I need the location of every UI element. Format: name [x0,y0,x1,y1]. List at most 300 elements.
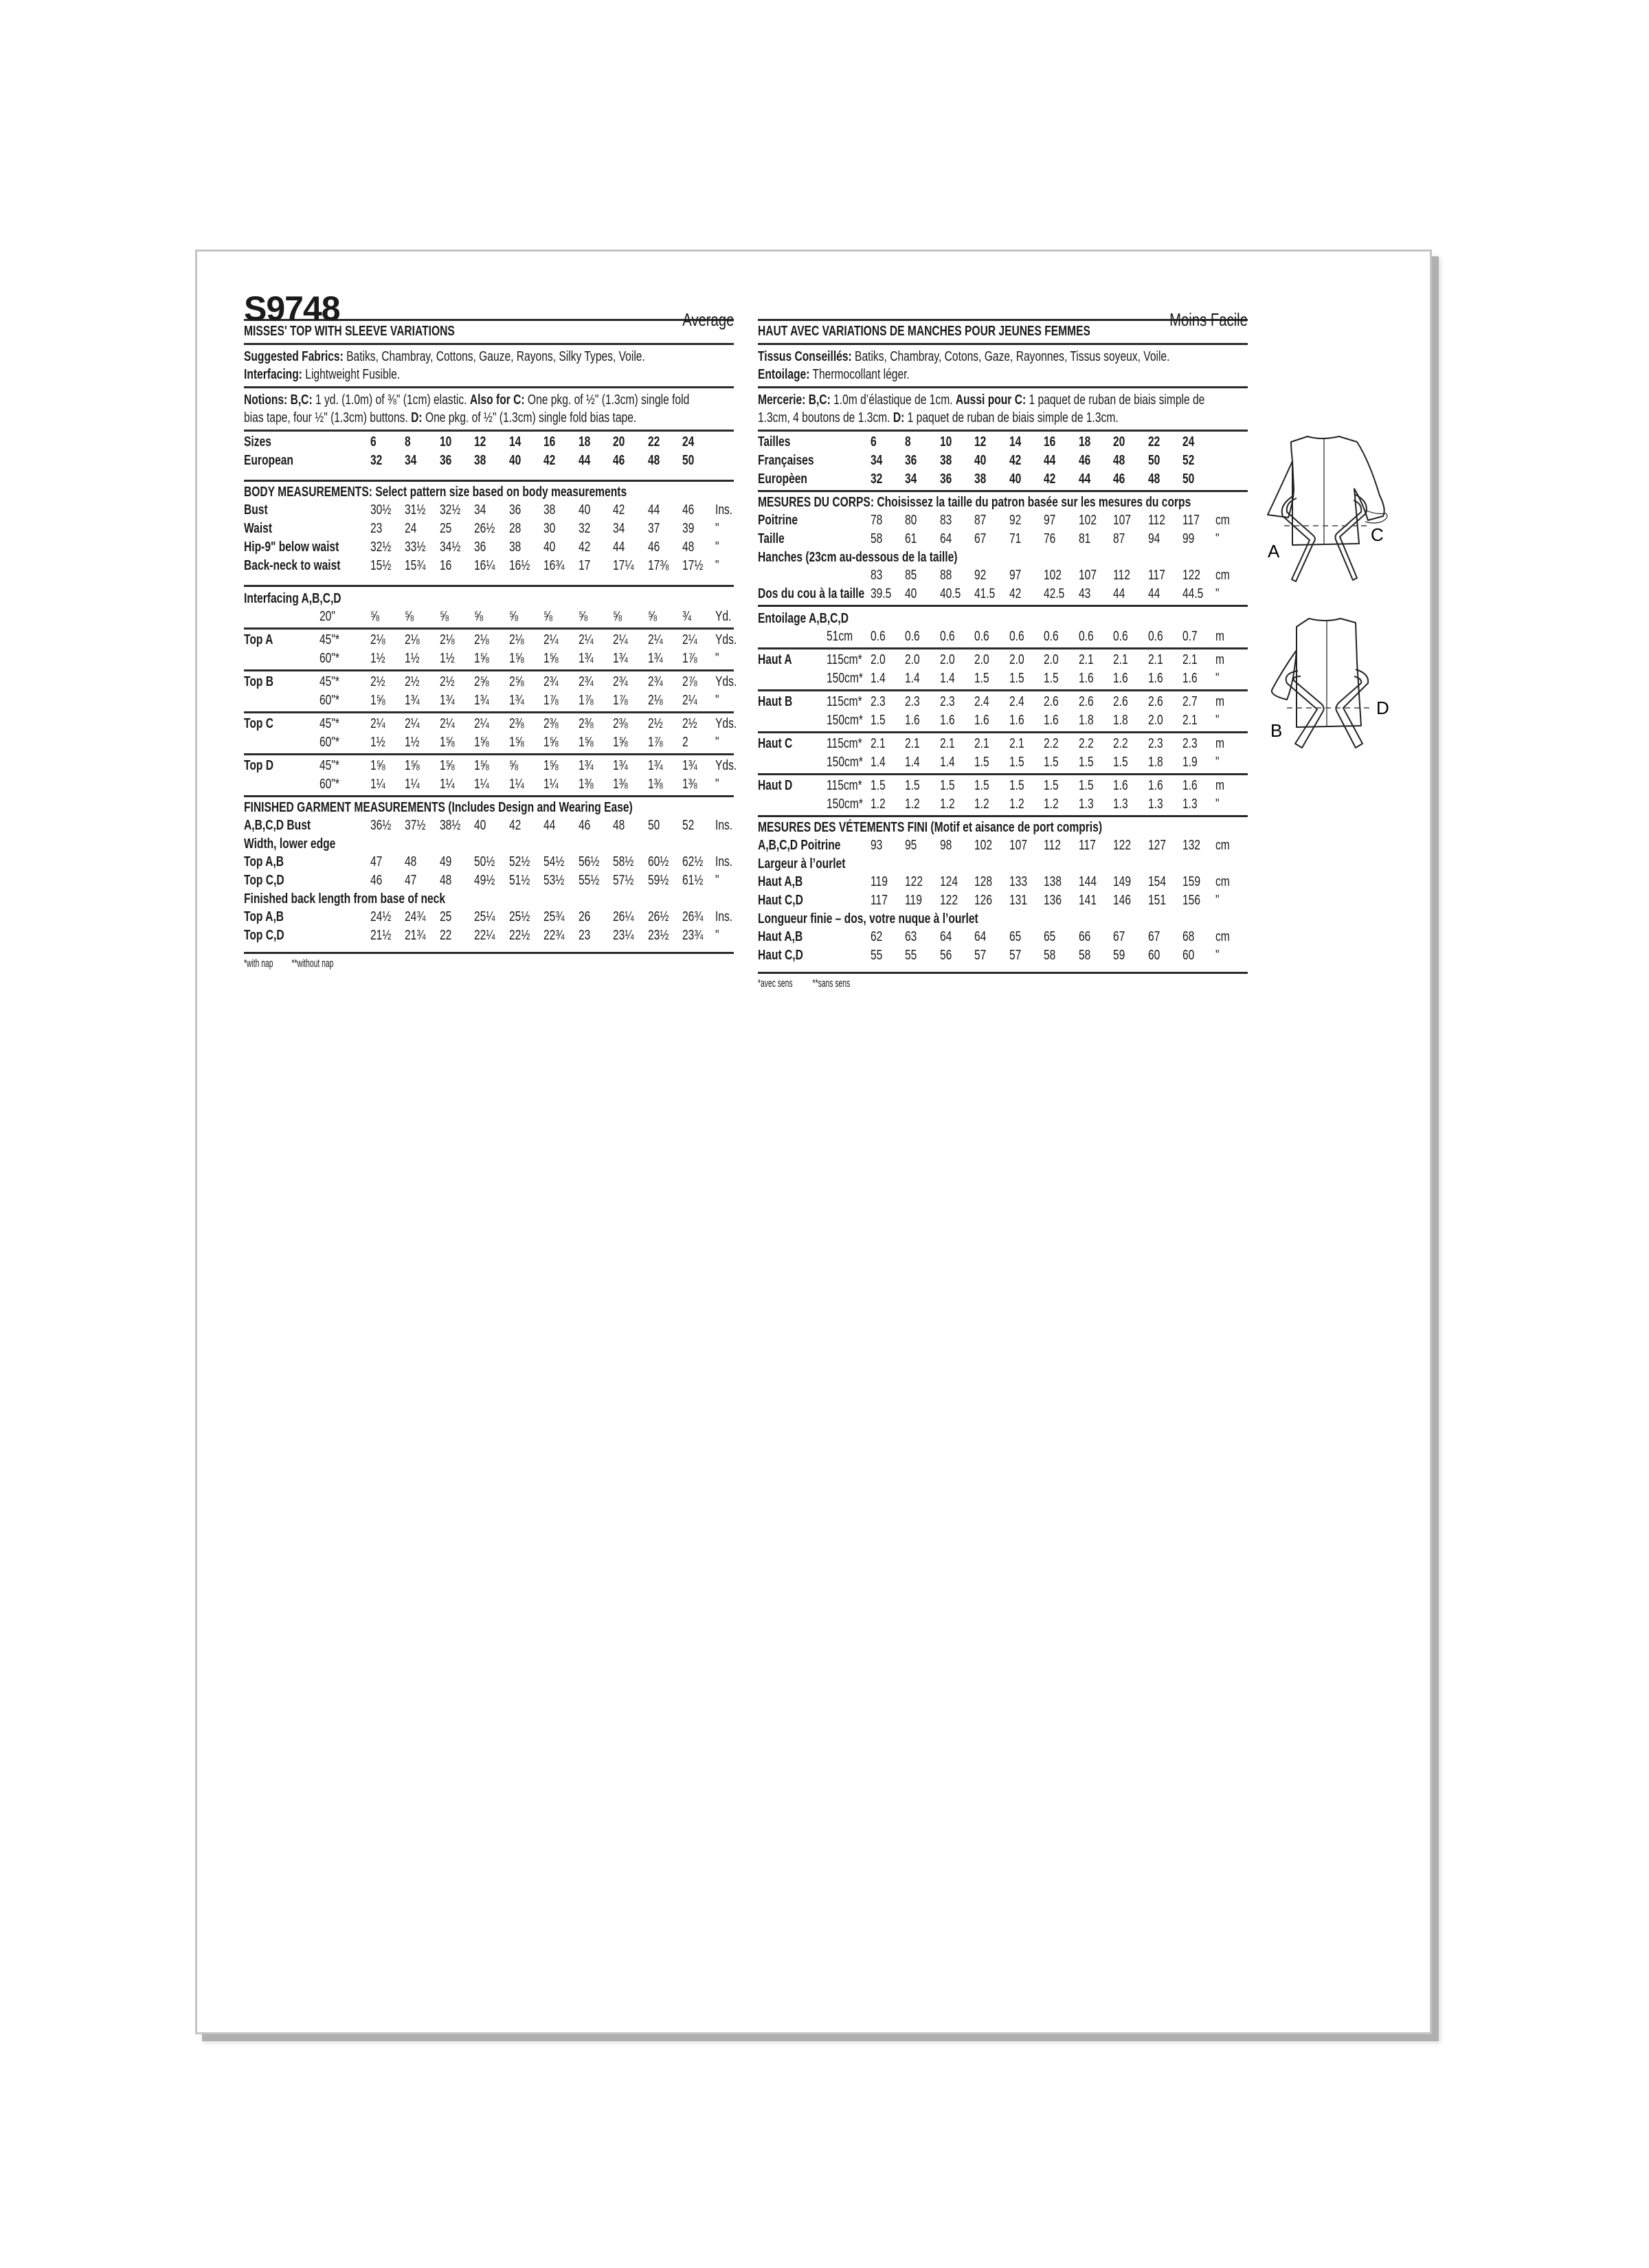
cell-value: 25 [440,909,452,924]
cell-value: 0.6 [1079,629,1094,644]
cell-value: 42 [579,540,591,555]
cell-value: 60½ [648,854,669,869]
cell-value: 2⅛ [648,693,663,708]
cell-value: 156 [1182,893,1201,908]
cell-value: 1¾ [509,693,524,708]
cell-value: 1.5 [1079,778,1094,793]
cell-value: 1.6 [1113,671,1128,686]
fabric-width: 20" [319,609,335,624]
body-measurement-row [244,538,734,557]
cell-value: 6 [871,434,877,449]
cell-value: 1⅝ [405,758,420,773]
cell-value: 62½ [682,854,704,869]
difficulty-level: Average [682,309,734,330]
notions-text-fr: 1 paquet de ruban de biais simple de 1.3cm. [907,410,1119,425]
fabric-width: 45"* [319,716,339,731]
fabrics-text-fr: Batiks, Chambray, Cotons, Gaze, Rayonnes, Tissus soyeux, Voile. [855,349,1170,364]
cell-value: 40 [543,540,556,555]
cell-value: 1⅝ [579,735,594,750]
body-measurement-row [758,511,1248,530]
cell-value: 16¼ [474,558,495,573]
cell-value: 30½ [370,502,392,518]
cell-value: 1.5 [1044,778,1059,793]
cell-value: 1.5 [871,778,886,793]
row-label: Top C [244,716,274,731]
row-label: Top A [244,632,273,647]
notions-text-fr: 1 paquet de ruban de biais simple de [1029,392,1205,408]
body-measurement-row [758,530,1248,548]
hips-row [758,566,1248,585]
cell-value: 1¾ [682,758,697,773]
cell-value: 48 [648,453,660,468]
cell-value: 34 [474,502,486,518]
cell-value: 2.0 [1009,652,1024,667]
cell-value: 44 [1113,586,1125,601]
cell-value: 40 [509,453,521,468]
interfacing-heading-fr: Entoilage A,B,C,D [758,611,849,626]
cell-value: 48 [440,873,452,888]
cell-value: 107 [1009,838,1028,853]
unit-label: " [715,540,719,555]
row-label: Poitrine [758,513,798,528]
cell-value: 67 [974,531,987,546]
cell-value: 154 [1148,874,1167,889]
yardage-row [244,649,734,668]
fabric-width: 51cm [827,629,853,644]
cell-value: 38½ [440,818,461,833]
cell-value: 2½ [440,674,455,689]
finished-bust-row [758,836,1248,855]
interfacing-table [244,608,734,626]
cell-value: 102 [1044,568,1062,583]
cell-value: 42 [1009,586,1022,601]
cell-value: ⅝ [474,609,484,624]
body-measurement-row [244,520,734,538]
cell-value: 1.2 [940,797,955,812]
cell-value: 8 [405,434,411,449]
cell-value: 16 [543,434,556,449]
cell-value: 1½ [405,651,420,666]
notions-d-label-fr: D: [893,410,905,425]
cell-value: 41.5 [974,586,996,601]
header-fr [758,252,1248,330]
fabric-width: 60"* [319,693,339,708]
fabric-width: 45"* [319,758,339,773]
cell-value: 22 [1148,434,1160,449]
cell-value: 2¼ [682,693,697,708]
cell-value: 39 [682,521,695,536]
finished-heading: FINISHED GARMENT MEASUREMENTS [244,800,445,815]
cell-value: 1⅝ [613,735,628,750]
unit-label: " [1215,531,1220,546]
pattern-number: S9748 [244,289,340,328]
interfacing-text: Lightweight Fusible. [305,367,401,382]
unit-label: Ins. [715,909,733,924]
cell-value: 34 [405,453,417,468]
cell-value: 34 [905,471,917,487]
cell-value: 1.4 [940,755,955,770]
body-measurements-subheading: Select pattern size based on body measurements [375,485,627,500]
cell-value: 12 [974,434,987,449]
cell-value: 46 [613,453,625,468]
cell-value: 1.5 [974,755,989,770]
row-label: Tailles [758,434,791,449]
unit-label: Yds. [715,632,737,647]
notions-label-fr: Mercerie: B,C: [758,392,831,408]
cell-value: 42 [509,818,521,833]
cell-value: 36 [905,453,917,468]
illustration-views-a-c [1266,420,1431,599]
cell-value: 1.5 [1044,671,1059,686]
cell-value: 22¼ [474,928,495,943]
cell-value: 1.6 [1148,671,1163,686]
cell-value: 1.8 [1079,713,1094,728]
cell-value: 56 [940,948,952,963]
cell-value: 1⅝ [474,651,489,666]
unit-label: Ins. [715,502,733,518]
cell-value: 1⅜ [579,777,594,792]
unit-label: " [1215,797,1220,812]
cell-value: 76 [1044,531,1056,546]
cell-value: 2½ [405,674,420,689]
cell-value: 146 [1113,893,1132,908]
section-subheading: Largeur à l’ourlet [758,856,846,871]
interfacing-label: Interfacing: [244,367,302,382]
cell-value: 47 [405,873,417,888]
cell-value: 2.1 [1009,736,1024,751]
fabric-width: 60"* [319,777,339,792]
unit-label: Yds. [715,758,737,773]
cell-value: 14 [509,434,521,449]
cell-value: 128 [974,874,993,889]
cell-value: 1¾ [579,651,594,666]
cell-value: 0.7 [1182,629,1198,644]
cell-value: 2.3 [905,694,920,709]
unit-label: Ins. [715,854,733,869]
length-row [244,926,734,945]
cell-value: 2.1 [1182,652,1198,667]
yardage-table [244,627,737,797]
cell-value: 144 [1079,874,1097,889]
cell-value: 17½ [682,558,704,573]
pattern-envelope-back [195,249,1432,2034]
cell-value: 1⅞ [543,693,559,708]
unit-label: " [715,558,719,573]
view-label-b: B [1270,720,1283,741]
cell-value: 71 [1009,531,1022,546]
cell-value: 1¾ [579,758,594,773]
cell-value: 1.6 [940,713,955,728]
cell-value: 40 [974,453,987,468]
cell-value: 1⅝ [370,758,385,773]
cell-value: 48 [1113,453,1125,468]
cell-value: 36 [440,453,452,468]
cell-value: 1.5 [1044,755,1059,770]
cell-value: 2.0 [1044,652,1059,667]
fabrics-label-fr: Tissus Conseillés: [758,349,852,364]
cell-value: 32½ [440,502,461,518]
unit-label: m [1215,736,1225,751]
fabric-width: 115cm* [827,778,862,793]
cell-value: 58½ [613,854,634,869]
interfacing-heading: Interfacing A,B,C,D [244,591,341,606]
cell-value: 92 [1009,513,1022,528]
cell-value: 66 [1079,929,1091,944]
cell-value: 1.5 [1009,778,1024,793]
cell-value: 46 [682,502,695,518]
cell-value: 112 [1148,513,1165,528]
cell-value: 117 [1148,568,1165,583]
unit-label: m [1215,694,1225,709]
cell-value: 1.8 [1148,755,1163,770]
back-length-row [758,585,1248,603]
cell-value: 2.6 [1044,694,1059,709]
cell-value: 2.1 [1148,652,1163,667]
cell-value: 63 [905,929,917,944]
cell-value: 18 [1079,434,1091,449]
cell-value: 40.5 [940,586,961,601]
cell-value: 80 [905,513,917,528]
notions-text-fr: 1.0m d’élastique de 1cm. [833,392,953,408]
cell-value: ⅝ [648,609,658,624]
cell-value: 97 [1044,513,1056,528]
cell-value: 1⅝ [440,735,455,750]
cell-value: 1¾ [440,693,455,708]
cell-value: 0.6 [871,629,886,644]
cell-value: 34½ [440,540,461,555]
yardage-row [244,733,734,752]
cell-value: 32 [871,471,883,487]
body-measurements-heading-fr: MESURES DU CORPS: [758,495,875,510]
cell-value: 1.6 [1148,778,1163,793]
cell-value: 17⅜ [648,558,669,573]
cell-value: 2½ [682,716,697,731]
cell-value: 2.0 [905,652,920,667]
cell-value: 48 [613,818,625,833]
cell-value: 42.5 [1044,586,1065,601]
cell-value: 149 [1113,874,1132,889]
body-measurement-row [244,501,734,520]
unit-label: " [1215,893,1220,908]
unit-label: " [715,693,719,708]
row-label: Top C,D [244,928,284,943]
cell-value: 60 [1182,948,1195,963]
cell-value: 0.6 [940,629,955,644]
cell-value: 67 [1113,929,1125,944]
cell-value: 2.1 [974,736,989,751]
cell-value: 36 [509,502,521,518]
cell-value: 2¾ [613,674,628,689]
cell-value: 20 [1113,434,1125,449]
cell-value: 32½ [370,540,392,555]
cell-value: 117 [871,893,888,908]
yardage-row [758,777,1248,795]
cell-value: 87 [974,513,987,528]
width-row [244,871,734,890]
length-row [758,928,1248,946]
cell-value: 46 [579,818,591,833]
cell-value: 65 [1009,929,1022,944]
pattern-title: MISSES' TOP WITH SLEEVE VARIATIONS [244,324,455,339]
cell-value: 43 [1079,586,1091,601]
unit-label: " [715,928,719,943]
cell-value: 47 [370,854,383,869]
yardage-row [244,775,734,794]
cell-value: 38 [974,471,987,487]
row-label: Haut A,B [758,929,803,944]
width-row [244,853,734,871]
cell-value: 16 [440,558,452,573]
cell-value: 2¼ [370,716,385,731]
cell-value: 39.5 [871,586,892,601]
cell-value: 1.6 [1079,671,1094,686]
cell-value: 132 [1182,838,1201,853]
unit-label: " [1215,755,1220,770]
cell-value: 107 [1079,568,1097,583]
cell-value: 1.6 [1182,778,1198,793]
cell-value: 23¼ [613,928,634,943]
cell-value: 124 [940,874,958,889]
yardage-row [244,691,734,710]
cell-value: ¾ [682,609,692,624]
cell-value: 56½ [579,854,600,869]
cell-value: 2 [682,735,688,750]
cell-value: 0.6 [1148,629,1163,644]
cell-value: 36 [474,540,486,555]
cell-value: 2¾ [579,674,594,689]
cell-value: 37½ [405,818,426,833]
unit-label: cm [1215,568,1230,583]
row-label: Haut C [758,736,793,751]
cell-value: 1.3 [1182,797,1198,812]
cell-value: 16¾ [543,558,565,573]
sizes-row [758,433,1248,452]
yardage-row [758,693,1248,711]
cell-value: 1¾ [613,758,628,773]
cell-value: 50 [1182,471,1195,487]
cell-value: 1½ [370,735,385,750]
unit-label: m [1215,778,1225,793]
cell-value: 1.6 [1182,671,1198,686]
unit-label: " [715,521,719,536]
yardage-row [244,757,737,775]
cell-value: 117 [1079,838,1096,853]
cell-value: 1.5 [974,671,989,686]
cell-value: 1⅞ [682,651,697,666]
french-sizes-row [758,452,1248,470]
notions-text: One pkg. of ½" (1.3cm) single fold [527,392,690,408]
fabric-width: 45"* [319,674,339,689]
cell-value: 2⅛ [440,632,455,647]
cell-value: 46 [370,873,383,888]
cell-value: 1.5 [1009,755,1024,770]
cell-value: 62 [871,929,883,944]
body-measurements-heading: BODY MEASUREMENTS: [244,485,372,500]
unit-label: m [1215,652,1225,667]
cell-value: 6 [370,434,377,449]
cell-value: 44 [1044,453,1056,468]
cell-value: 17 [579,558,591,573]
view-label-d: D [1376,698,1389,718]
cell-value: 2.3 [1148,736,1163,751]
cell-value: 50½ [474,854,495,869]
row-label: A,B,C,D Poitrine [758,838,841,853]
cell-value: 24¾ [405,909,426,924]
cell-value: 46 [1079,453,1091,468]
row-label: Haut C,D [758,948,803,963]
cell-value: 88 [940,568,952,583]
notions-text-fr: 1.3cm, 4 boutons de 1.3cm. [758,410,890,425]
cell-value: 58 [1044,948,1056,963]
cell-value: 2⅜ [509,716,524,731]
cell-value: 24 [682,434,695,449]
notions-d-label: D: [411,410,423,425]
cell-value: 78 [871,513,883,528]
cell-value: 25¾ [543,909,565,924]
unit-label: " [1215,713,1220,728]
cell-value: 1⅝ [543,758,559,773]
cell-value: 57½ [613,873,634,888]
cell-value: 31½ [405,502,426,518]
cell-value: 1¾ [613,651,628,666]
cell-value: 112 [1113,568,1130,583]
cell-value: 98 [940,838,952,853]
cell-value: 42 [1009,453,1022,468]
unit-label: " [1215,586,1220,601]
length-row [244,908,734,926]
cell-value: 1.2 [905,797,920,812]
top-back-view-b-d-icon [1266,608,1431,766]
cell-value: 8 [905,434,911,449]
cell-value: 28 [509,521,521,536]
row-label: Europèen [758,471,807,487]
cell-value: 2.2 [1079,736,1094,751]
cell-value: 0.6 [974,629,989,644]
cell-value: 48 [1148,471,1160,487]
section-subheading: Finished back length from base of neck [244,891,445,907]
cell-value: 2.3 [940,694,955,709]
cell-value: 102 [974,838,993,853]
row-label: Top C,D [244,873,284,888]
cell-value: 52 [682,818,695,833]
cell-value: 127 [1148,838,1167,853]
cell-value: 1.5 [1009,671,1024,686]
yardage-row [758,711,1248,730]
interfacing-table-fr [758,627,1248,646]
cell-value: 46 [1113,471,1125,487]
row-label: Top B [244,674,274,689]
cell-value: 25¼ [474,909,495,924]
cell-value: 18 [579,434,591,449]
cell-value: 1.9 [1182,755,1198,770]
cell-value: 1¼ [543,777,559,792]
cell-value: ⅝ [613,609,622,624]
cell-value: 2⅛ [474,632,489,647]
cell-value: 2¼ [579,632,594,647]
cell-value: 159 [1182,874,1201,889]
cell-value: 40 [905,586,917,601]
cell-value: 58 [871,531,883,546]
notions-also-label-fr: Aussi pour C: [955,392,1027,408]
unit-label: " [715,777,719,792]
unit-label: " [1215,948,1220,963]
cell-value: 21½ [370,928,392,943]
row-label: Bust [244,502,268,518]
cell-value: 2.1 [905,736,920,751]
cell-value: 44 [1079,471,1091,487]
cell-value: 1¾ [474,693,489,708]
cell-value: 61 [905,531,917,546]
